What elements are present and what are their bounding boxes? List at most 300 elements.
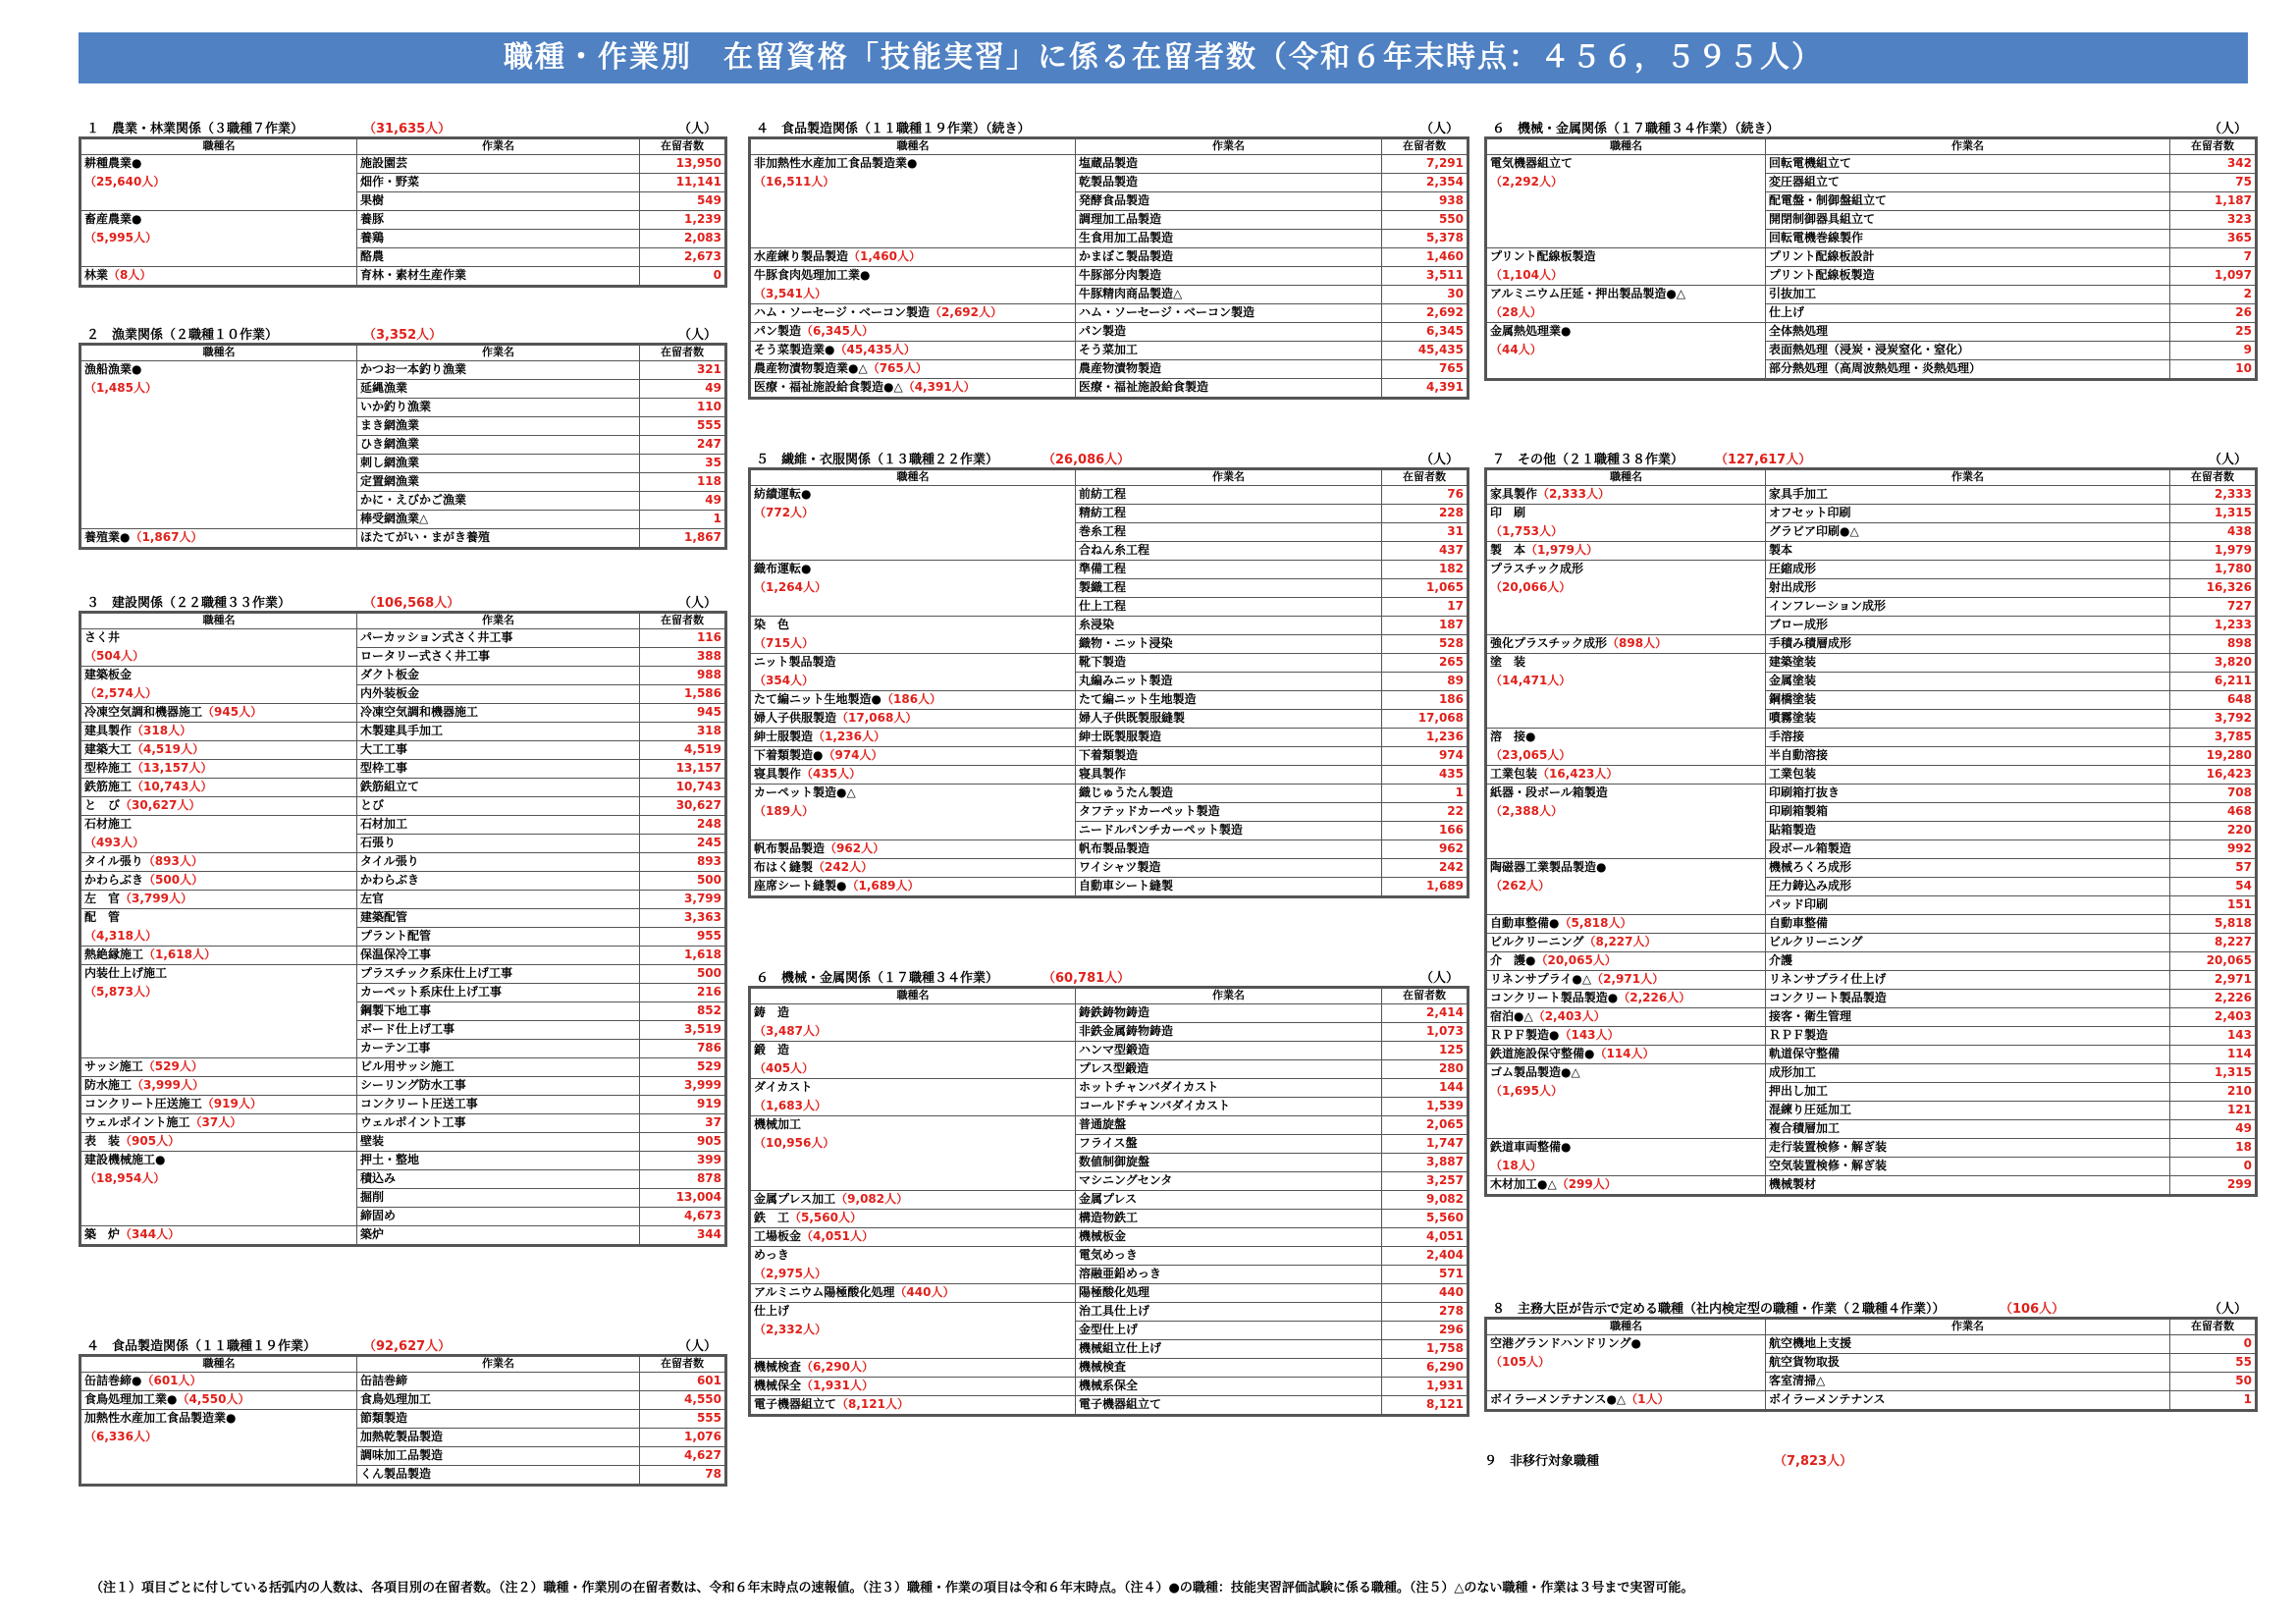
occupation-cell: 漁船漁業●	[80, 361, 357, 380]
work-cell: 走行装置検修・解ぎ装	[1766, 1139, 2170, 1158]
work-cell: ウェルポイント工事	[357, 1114, 640, 1133]
occupation-name: 布はく縫製（242人）	[754, 860, 874, 874]
work-cell: 機械組立仕上げ	[1076, 1340, 1382, 1359]
work-cell: くん製品製造	[357, 1466, 640, 1486]
occupation-cell	[80, 779, 357, 797]
table-row	[750, 486, 1468, 505]
count-cell: 3,519	[640, 1021, 726, 1040]
occupation-cell: プリント配線板製造	[1486, 248, 1766, 267]
occupation-cell	[750, 635, 1076, 654]
table-row	[1486, 952, 2257, 971]
occupation-cell	[80, 648, 357, 667]
occupation-name: （14,471人）	[1490, 673, 1572, 687]
work-cell: 電子機器組立て	[1076, 1396, 1382, 1416]
work-cell: 延縄漁業	[357, 380, 640, 399]
occupation-cell	[750, 230, 1076, 248]
work-cell: 築炉	[357, 1226, 640, 1246]
work-cell: ハンマ型鍛造	[1076, 1042, 1382, 1060]
work-cell: 軌道保守整備	[1766, 1046, 2170, 1064]
occupation-cell	[80, 1096, 357, 1114]
table-row	[80, 1114, 726, 1133]
occupation-name: （1,695人）	[1490, 1083, 1563, 1098]
count-table	[1484, 136, 2258, 381]
occupation-cell	[1486, 766, 1766, 785]
count-cell: 30	[1382, 286, 1468, 304]
occupation-cell	[1486, 579, 1766, 598]
work-cell: パン製造	[1076, 323, 1382, 342]
count-cell: 878	[640, 1170, 726, 1189]
occupation-cell	[750, 1284, 1076, 1303]
count-cell: 280	[1382, 1060, 1468, 1079]
occupation-header: 職種名	[80, 1356, 357, 1373]
work-cell: 糸浸染	[1076, 617, 1382, 635]
occupation-cell: 織布運転●	[750, 561, 1076, 579]
occupation-header: 職種名	[750, 988, 1076, 1004]
occupation-name: （189人）	[754, 803, 815, 818]
count-cell: 2,354	[1382, 174, 1468, 192]
occupation-cell: 陶磁器工業製品製造●	[1486, 859, 1766, 878]
work-cell: プリント配線板設計	[1766, 248, 2170, 267]
table-row	[750, 1116, 1468, 1135]
occupation-cell	[1486, 803, 1766, 822]
work-cell: 刺し網漁業	[357, 455, 640, 473]
occupation-header: 職種名	[750, 138, 1076, 155]
count-cell: 116	[640, 629, 726, 648]
table-row	[80, 1021, 726, 1040]
count-header: 在留者数	[1382, 469, 1468, 486]
count-cell: 938	[1382, 192, 1468, 211]
occupation-cell	[1486, 486, 1766, 505]
count-cell: 440	[1382, 1284, 1468, 1303]
work-cell: 施設園芸	[357, 155, 640, 174]
occupation-cell	[80, 891, 357, 909]
occupation-name: 強化プラスチック成形（898人）	[1490, 636, 1668, 650]
count-cell: 25	[2170, 323, 2257, 342]
table-row	[1486, 192, 2257, 211]
occupation-cell: めっき	[750, 1247, 1076, 1266]
count-cell: 4,051	[1382, 1228, 1468, 1247]
table-row	[80, 760, 726, 779]
occupation-cell	[80, 1021, 357, 1040]
occupation-cell	[750, 1359, 1076, 1378]
occupation-name: （1,264人）	[754, 579, 827, 594]
count-cell: 5,818	[2170, 915, 2257, 934]
table-row	[1486, 1391, 2257, 1411]
table-row	[1486, 1139, 2257, 1158]
occupation-name: 林業（8人）	[84, 268, 152, 282]
work-cell: 養鶏	[357, 230, 640, 248]
count-cell: 1,315	[2170, 1064, 2257, 1083]
occupation-name: （4,318人）	[84, 928, 157, 943]
occupation-cell	[750, 523, 1076, 542]
count-table	[748, 467, 1469, 898]
occupation-name: （1,683人）	[754, 1098, 827, 1112]
work-cell: パーカッション式さく井工事	[357, 629, 640, 648]
count-cell: 648	[2170, 691, 2257, 710]
count-cell: 3,257	[1382, 1172, 1468, 1191]
occupation-name: ボイラーメンテナンス●△（1人）	[1490, 1392, 1670, 1406]
table-row	[80, 1040, 726, 1058]
count-cell: 1,586	[640, 685, 726, 704]
count-header: 在留者数	[2170, 469, 2257, 486]
work-cell: ビル用サッシ施工	[357, 1058, 640, 1077]
count-header: 在留者数	[1382, 138, 1468, 155]
table-row	[80, 984, 726, 1002]
occupation-cell	[750, 766, 1076, 785]
work-header: 作業名	[357, 1356, 640, 1373]
work-cell: 機械板金	[1076, 1228, 1382, 1247]
section-title: ６ 機械・金属関係（１７職種３４作業）（続き）	[1492, 122, 1780, 136]
work-cell: 医療・福祉施設給食製造	[1076, 379, 1382, 399]
table-row	[1486, 971, 2257, 990]
table-row	[1486, 1158, 2257, 1176]
table-row	[80, 1226, 726, 1246]
occupation-name: （5,873人）	[84, 984, 157, 999]
work-cell: 製本	[1766, 542, 2170, 561]
table-row	[1486, 878, 2257, 896]
table-row	[1486, 267, 2257, 286]
count-cell: 10,743	[640, 779, 726, 797]
work-cell: 機械ろくろ成形	[1766, 859, 2170, 878]
work-cell: 準備工程	[1076, 561, 1382, 579]
work-cell: かつお一本釣り漁業	[357, 361, 640, 380]
occupation-cell	[80, 797, 357, 816]
count-cell: 265	[1382, 654, 1468, 673]
work-cell: 帆布製品製造	[1076, 840, 1382, 859]
table-row	[1486, 617, 2257, 635]
count-cell: 3,820	[2170, 654, 2257, 673]
count-cell: 529	[640, 1058, 726, 1077]
table-row	[1486, 286, 2257, 304]
occupation-cell: 加熱性水産加工食品製造業●	[80, 1410, 357, 1429]
work-cell: ボード仕上げ工事	[357, 1021, 640, 1040]
work-cell: 介護	[1766, 952, 2170, 971]
count-cell: 220	[2170, 822, 2257, 840]
work-cell: 婦人子供既製服縫製	[1076, 710, 1382, 729]
work-cell: タフテッドカーペット製造	[1076, 803, 1382, 822]
table-row	[750, 155, 1468, 174]
occupation-name: と び（30,627人）	[84, 798, 201, 812]
work-cell: 牛豚部分肉製造	[1076, 267, 1382, 286]
count-cell: 1,065	[1382, 579, 1468, 598]
table-row	[750, 360, 1468, 379]
occupation-cell: プラスチック成形	[1486, 561, 1766, 579]
count-cell: 2,333	[2170, 486, 2257, 505]
count-table	[79, 343, 727, 550]
occupation-cell	[750, 1191, 1076, 1210]
occupation-cell	[1486, 1046, 1766, 1064]
work-cell: 調理加工品製造	[1076, 211, 1382, 230]
section-title: １ 農業・林業関係（３職種７作業）	[86, 122, 304, 136]
count-cell: 344	[640, 1226, 726, 1246]
count-cell: 4,627	[640, 1447, 726, 1466]
table-row	[80, 1152, 726, 1170]
occupation-cell: 機械加工	[750, 1116, 1076, 1135]
section-title: ４ 食品製造関係（１１職種１９作業）	[86, 1339, 317, 1354]
work-header: 作業名	[357, 345, 640, 361]
occupation-cell	[1486, 174, 1766, 192]
count-cell: 0	[2170, 1158, 2257, 1176]
section-title: ３ 建設関係（２２職種３３作業）	[86, 596, 292, 611]
table-row	[80, 723, 726, 741]
count-cell: 9	[2170, 342, 2257, 360]
occupation-cell	[1486, 896, 1766, 915]
count-cell: 6,290	[1382, 1359, 1468, 1378]
table-row	[1486, 654, 2257, 673]
count-cell: 893	[640, 853, 726, 872]
count-cell: 187	[1382, 617, 1468, 635]
table-row	[1486, 803, 2257, 822]
occupation-header: 職種名	[750, 469, 1076, 486]
table-row	[80, 629, 726, 648]
work-cell: 締固め	[357, 1208, 640, 1226]
count-cell: 186	[1382, 691, 1468, 710]
work-cell: 冷凍空気調和機器施工	[357, 704, 640, 723]
section-title: ６ 機械・金属関係（１７職種３４作業）	[756, 971, 999, 986]
count-header: 在留者数	[640, 345, 726, 361]
count-cell: 3,792	[2170, 710, 2257, 729]
work-cell: 印刷箱製箱	[1766, 803, 2170, 822]
work-cell: ワイシャツ製造	[1076, 859, 1382, 878]
table-row	[1486, 598, 2257, 617]
work-cell: ハム・ソーセージ・ベーコン製造	[1076, 304, 1382, 323]
table-row	[1486, 673, 2257, 691]
table-row	[750, 1023, 1468, 1042]
work-cell: 普通旋盤	[1076, 1116, 1382, 1135]
count-cell: 3,511	[1382, 267, 1468, 286]
work-cell: とび	[357, 797, 640, 816]
work-cell: 建築配管	[357, 909, 640, 928]
count-cell: 8,227	[2170, 934, 2257, 952]
count-cell: 3,785	[2170, 729, 2257, 747]
work-cell: 鉄筋組立て	[357, 779, 640, 797]
unit-label: （人）	[677, 328, 717, 343]
occupation-cell	[750, 323, 1076, 342]
table-row	[80, 1391, 726, 1410]
occupation-cell	[80, 947, 357, 965]
table-row	[1486, 1335, 2257, 1354]
count-table	[79, 136, 727, 288]
work-cell: 電気めっき	[1076, 1247, 1382, 1266]
occupation-cell: 空港グランドハンドリング●	[1486, 1335, 1766, 1354]
occupation-cell	[80, 436, 357, 455]
work-cell: 鋼製下地工事	[357, 1002, 640, 1021]
work-cell: 機械製材	[1766, 1176, 2170, 1196]
table-row	[1486, 822, 2257, 840]
occupation-name: （44人）	[1490, 342, 1542, 356]
occupation-name: 養殖業●（1,867人）	[84, 530, 203, 544]
count-cell: 8,121	[1382, 1396, 1468, 1416]
count-cell: 1,747	[1382, 1135, 1468, 1154]
occupation-cell	[1486, 360, 1766, 380]
occupation-cell: 塗 装	[1486, 654, 1766, 673]
occupation-name: 左 官（3,799人）	[84, 892, 192, 905]
table-row	[1486, 1027, 2257, 1046]
occupation-cell: 非加熱性水産加工食品製造業●	[750, 155, 1076, 174]
work-cell: ロータリー式さく井工事	[357, 648, 640, 667]
occupation-cell	[750, 304, 1076, 323]
count-header: 在留者数	[2170, 1319, 2257, 1335]
occupation-name: 機械保全（1,931人）	[754, 1379, 874, 1392]
work-cell: インフレーション成形	[1766, 598, 2170, 617]
count-cell: 16,326	[2170, 579, 2257, 598]
count-cell: 54	[2170, 878, 2257, 896]
occupation-cell: 染 色	[750, 617, 1076, 635]
unit-label: （人）	[1419, 453, 1459, 467]
count-cell: 49	[2170, 1120, 2257, 1139]
section-9-total: （7,823人）	[1774, 1454, 1853, 1469]
occupation-cell	[80, 492, 357, 511]
table-row	[80, 361, 726, 380]
work-cell: ひき網漁業	[357, 436, 640, 455]
occupation-cell	[80, 455, 357, 473]
work-cell: 押土・整地	[357, 1152, 640, 1170]
table-row	[80, 1058, 726, 1077]
table-row	[1486, 859, 2257, 878]
work-cell: 噴霧塗装	[1766, 710, 2170, 729]
count-cell: 555	[640, 417, 726, 436]
table-row	[80, 211, 726, 230]
count-cell: 708	[2170, 785, 2257, 803]
count-cell: 2	[2170, 286, 2257, 304]
table-row	[750, 710, 1468, 729]
table-row	[750, 1210, 1468, 1228]
count-table	[748, 986, 1469, 1417]
work-cell: フライス盤	[1076, 1135, 1382, 1154]
count-cell: 247	[640, 436, 726, 455]
table-row	[750, 822, 1468, 840]
occupation-cell	[1486, 1354, 1766, 1373]
count-cell: 318	[640, 723, 726, 741]
table-row	[80, 853, 726, 872]
occupation-cell	[750, 803, 1076, 822]
count-cell: 45,435	[1382, 342, 1468, 360]
occupation-name: （493人）	[84, 835, 145, 849]
table-row	[1486, 1046, 2257, 1064]
count-cell: 6,345	[1382, 323, 1468, 342]
occupation-name: 熱絶縁施工（1,618人）	[84, 947, 216, 961]
count-cell: 182	[1382, 561, 1468, 579]
table-row	[750, 542, 1468, 561]
occupation-cell	[80, 853, 357, 872]
occupation-cell	[1486, 822, 1766, 840]
occupation-name: （3,541人）	[754, 286, 827, 300]
work-cell: 牛豚精肉商品製造△	[1076, 286, 1382, 304]
work-header: 作業名	[357, 138, 640, 155]
table-row	[80, 779, 726, 797]
table-row	[80, 1447, 726, 1466]
table-row	[1486, 1176, 2257, 1196]
table-row	[750, 691, 1468, 710]
work-cell: 引抜加工	[1766, 286, 2170, 304]
work-cell: 航空機地上支援	[1766, 1335, 2170, 1354]
table-row	[750, 1154, 1468, 1172]
count-cell: 4,673	[640, 1208, 726, 1226]
occupation-cell: アルミニウム圧延・押出製品製造●△	[1486, 286, 1766, 304]
count-cell: 7	[2170, 248, 2257, 267]
count-cell: 1,931	[1382, 1378, 1468, 1396]
table-row	[750, 1396, 1468, 1416]
occupation-cell	[1486, 710, 1766, 729]
occupation-cell	[1486, 952, 1766, 971]
count-cell: 228	[1382, 505, 1468, 523]
work-cell: カーペット系床仕上げ工事	[357, 984, 640, 1002]
occupation-cell	[1486, 1176, 1766, 1196]
work-cell: 寝具製作	[1076, 766, 1382, 785]
count-cell: 1,233	[2170, 617, 2257, 635]
work-cell: 手積み積層成形	[1766, 635, 2170, 654]
page-title: 職種・作業別 在留資格「技能実習」に係る在留者数（令和６年末時点：４５６，５９５人）	[79, 32, 2248, 83]
occupation-name: 婦人子供服製造（17,068人）	[754, 711, 918, 725]
work-cell: 鋼橋塗装	[1766, 691, 2170, 710]
count-cell: 13,950	[640, 155, 726, 174]
occupation-name: 工場板金（4,051人）	[754, 1229, 874, 1243]
count-cell: 1,979	[2170, 542, 2257, 561]
table-row	[80, 947, 726, 965]
occupation-name: 宿泊●△（2,403人）	[1490, 1009, 1606, 1023]
count-cell: 1	[1382, 785, 1468, 803]
table-row	[1486, 1064, 2257, 1083]
work-cell: 合ねん糸工程	[1076, 542, 1382, 561]
count-cell: 765	[1382, 360, 1468, 379]
table-row	[1486, 1120, 2257, 1139]
occupation-cell: ダイカスト	[750, 1079, 1076, 1098]
occupation-header: 職種名	[1486, 138, 1766, 155]
occupation-cell	[80, 835, 357, 853]
occupation-name: 鉄道施設保守整備●（114人）	[1490, 1047, 1655, 1060]
work-cell: 左官	[357, 891, 640, 909]
table-row	[1486, 1373, 2257, 1391]
table-row	[750, 267, 1468, 286]
count-header: 在留者数	[640, 138, 726, 155]
occupation-name: （1,104人）	[1490, 267, 1563, 282]
occupation-cell	[80, 1373, 357, 1391]
work-cell: 節類製造	[357, 1410, 640, 1429]
occupation-cell: 配 管	[80, 909, 357, 928]
occupation-name: 防水施工（3,999人）	[84, 1078, 204, 1092]
work-cell: 織じゅうたん製造	[1076, 785, 1382, 803]
table-row	[750, 248, 1468, 267]
count-cell: 110	[640, 399, 726, 417]
table-row	[750, 729, 1468, 747]
table-row	[750, 598, 1468, 617]
work-cell: 鋳鉄鋳物鋳造	[1076, 1004, 1382, 1023]
occupation-cell	[1486, 1102, 1766, 1120]
work-cell: 回転電機巻線製作	[1766, 230, 2170, 248]
table-row	[80, 1429, 726, 1447]
occupation-cell	[1486, 747, 1766, 766]
table-row	[750, 379, 1468, 399]
table-row	[80, 872, 726, 891]
table-row	[750, 766, 1468, 785]
occupation-name: 表 装（905人）	[84, 1134, 181, 1148]
occupation-cell	[750, 1228, 1076, 1247]
occupation-name: （2,292人）	[1490, 174, 1563, 189]
occupation-cell	[750, 673, 1076, 691]
unit-label: （人）	[2208, 1302, 2247, 1317]
table-row	[750, 1247, 1468, 1266]
count-cell: 35	[640, 455, 726, 473]
table-row	[750, 654, 1468, 673]
table-row	[1486, 710, 2257, 729]
occupation-name: （28人）	[1490, 304, 1542, 319]
occupation-cell	[80, 1077, 357, 1096]
count-cell: 2,404	[1382, 1247, 1468, 1266]
work-cell: そう菜加工	[1076, 342, 1382, 360]
work-cell: 客室清掃△	[1766, 1373, 2170, 1391]
occupation-name: （504人）	[84, 648, 145, 663]
work-cell: 自動車シート縫製	[1076, 878, 1382, 897]
